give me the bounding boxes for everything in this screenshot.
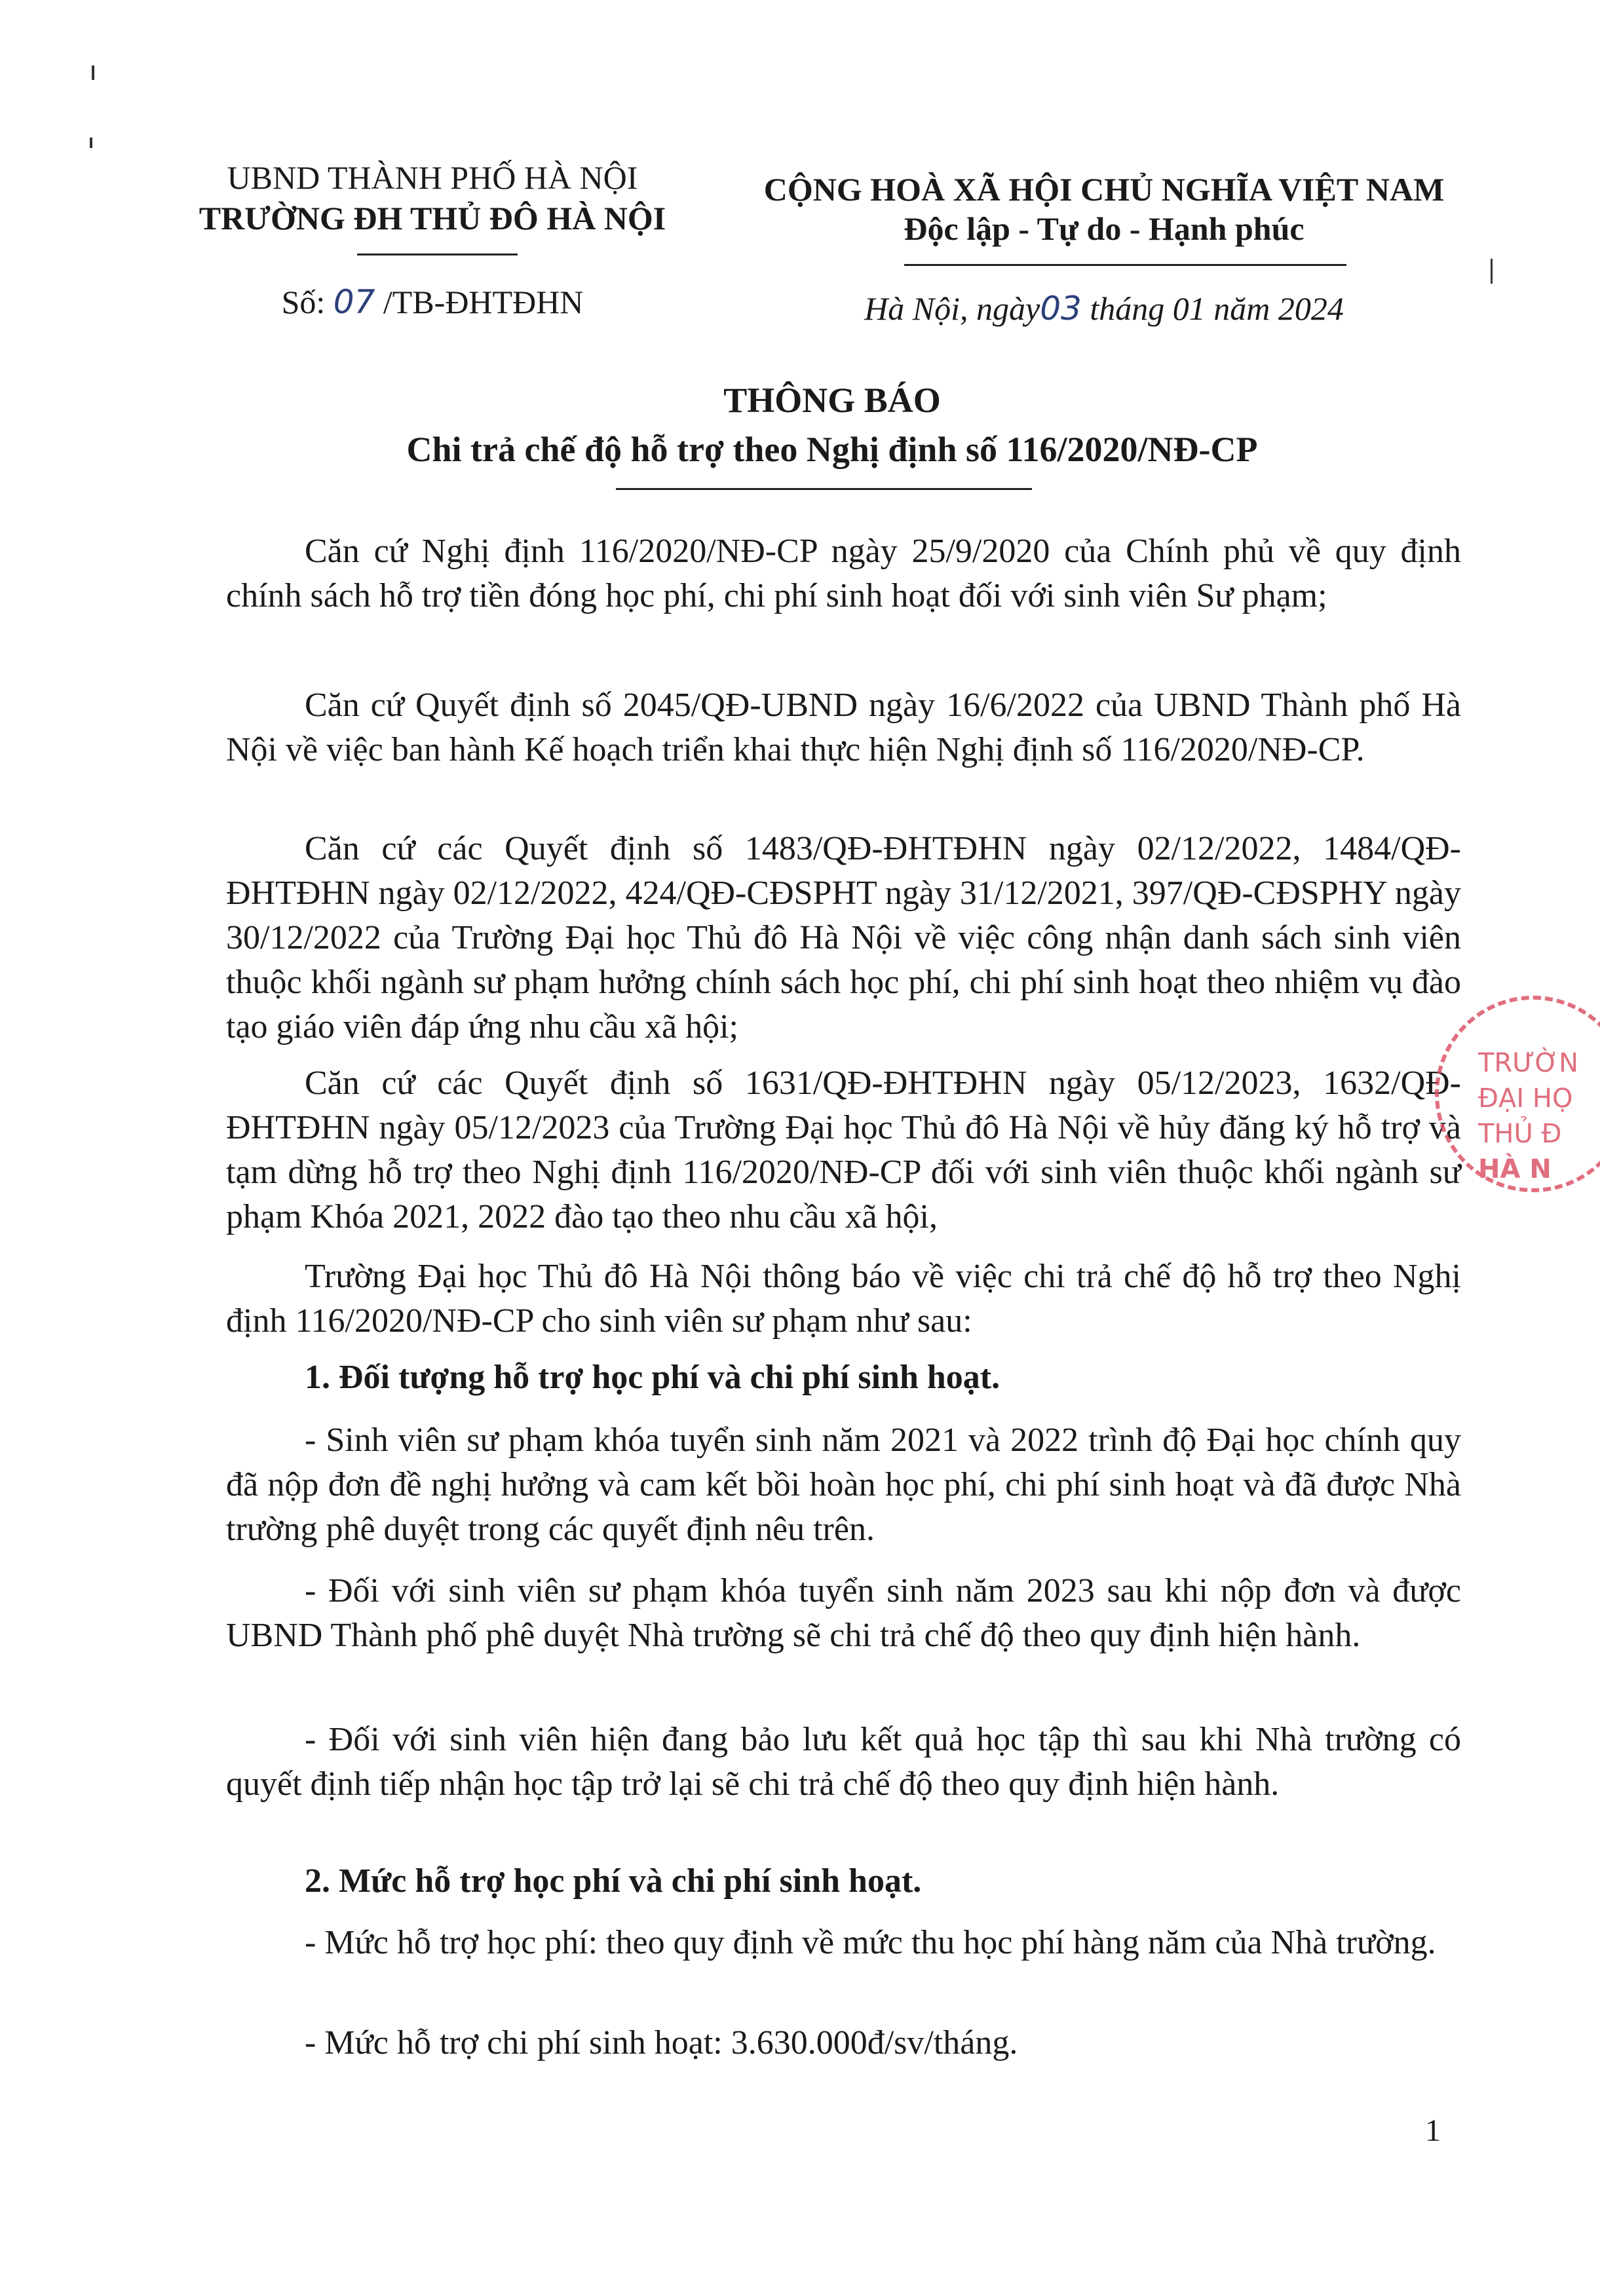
issue-date	[708, 288, 1500, 329]
date-suffix: tháng 01 năm 2024	[1090, 290, 1344, 327]
bullet-1: - Sinh viên sư phạm khóa tuyển sinh năm 2021 và 2022 trình độ Đại học chính quy đã nộp đơn đề nghị hưởng và cam kết bồi hoàn học phí, chi phí sinh hoạt và đã được Nhà trường phê duyệt trong các quyết định nêu trên.	[226, 1421, 1461, 1548]
issuer-school: TRƯỜNG ĐH THỦ ĐÔ HÀ NỘI	[199, 200, 666, 236]
date-day-handwritten: 03	[1040, 290, 1082, 328]
document-title: THÔNG BÁO	[723, 381, 941, 420]
number-suffix: /TB-ĐHTĐHN	[383, 284, 584, 320]
paragraph-basis-3: Căn cứ các Quyết định số 1483/QĐ-ĐHTĐHN ngày 02/12/2022, 1484/QĐ-ĐHTĐHN ngày 02/12/2022, 424/QĐ-CĐSPHT ngày 31/12/2021, 397/QĐ-CĐSPHY ngày 30/12/2022 của Trường Đại học Thủ đô Hà Nội về việc công nhận danh sách sinh viên thuộc khối ngành sư phạm hưởng chính sách học phí, chi phí sinh hoạt theo nhiệm vụ đào tạo giáo viên đáp ứng nhu cầu xã hội;	[226, 830, 1461, 1045]
national-title: CỘNG HOÀ XÃ HỘI CHỦ NGHĨA VIỆT NAM	[763, 171, 1445, 208]
issuer-underline	[357, 254, 518, 255]
number-handwritten: 07	[333, 283, 375, 321]
scan-mark	[92, 66, 94, 80]
motto-underline	[904, 264, 1346, 266]
seal-line: TRƯỜN	[1478, 1048, 1578, 1078]
section-heading-1: 1. Đối tượng hỗ trợ học phí và chi phí sinh hoạt.	[305, 1359, 1000, 1396]
seal-line: HÀ N	[1478, 1154, 1552, 1184]
bullet-4: - Mức hỗ trợ học phí: theo quy định về mức thu học phí hàng năm của Nhà trường.	[305, 1924, 1436, 1961]
section-heading-2: 2. Mức hỗ trợ học phí và chi phí sinh hoạt.	[305, 1862, 922, 1900]
issuer-authority: UBND THÀNH PHỐ HÀ NỘI	[227, 159, 638, 196]
bullet-3: - Đối với sinh viên hiện đang bảo lưu kết quả học tập thì sau khi Nhà trường có quyết định tiếp nhận học tập trở lại sẽ chi trả chế độ theo quy định hiện hành.	[226, 1721, 1461, 1803]
bullet-2: - Đối với sinh viên sư phạm khóa tuyển sinh năm 2023 sau khi nộp đơn và được UBND Thành phố phê duyệt Nhà trường sẽ chi trả chế độ theo quy định hiện hành.	[226, 1572, 1461, 1654]
bullet-5: - Mức hỗ trợ chi phí sinh hoạt: 3.630.000đ/sv/tháng.	[305, 2024, 1018, 2061]
page-number: 1	[1425, 2113, 1441, 2148]
paragraph-basis-4: Căn cứ các Quyết định số 1631/QĐ-ĐHTĐHN ngày 05/12/2023, 1632/QĐ-ĐHTĐHN ngày 05/12/2023 của Trường Đại học Thủ đô Hà Nội về hủy đăng ký hỗ trợ và tạm dừng hỗ trợ theo Nghị định 116/2020/NĐ-CP đối với sinh viên thuộc khối ngành sư phạm Khóa 2021, 2022 đào tạo theo nhu cầu xã hội,	[226, 1064, 1461, 1235]
scan-mark	[90, 138, 92, 148]
paragraph-basis-2: Căn cứ Quyết định số 2045/QĐ-UBND ngày 16/6/2022 của UBND Thành phố Hà Nội về việc ban hành Kế hoạch triển khai thực hiện Nghị định số 116/2020/NĐ-CP.	[226, 687, 1461, 768]
paragraph-announcement: Trường Đại học Thủ đô Hà Nội thông báo về việc chi trả chế độ hỗ trợ theo Nghị định 116/2020/NĐ-CP cho sinh viên sư phạm như sau:	[226, 1258, 1461, 1340]
number-prefix: Số:	[281, 284, 326, 320]
document-number	[164, 282, 701, 322]
paragraph-basis-1: Căn cứ Nghị định 116/2020/NĐ-CP ngày 25/9/2020 của Chính phủ về quy định chính sách hỗ trợ tiền đóng học phí, chi phí sinh hoạt đối với sinh viên Sư phạm;	[226, 533, 1461, 614]
scan-mark	[1491, 259, 1493, 284]
seal-line: ĐẠI HỌ	[1478, 1083, 1573, 1114]
date-prefix: Hà Nội, ngày	[864, 290, 1040, 327]
title-underline	[616, 488, 1032, 490]
seal-line: THỦ Đ	[1478, 1119, 1562, 1149]
document-subtitle: Chi trả chế độ hỗ trợ theo Nghị định số 116/2020/NĐ-CP	[406, 430, 1258, 469]
national-motto: Độc lập - Tự do - Hạnh phúc	[904, 210, 1305, 247]
